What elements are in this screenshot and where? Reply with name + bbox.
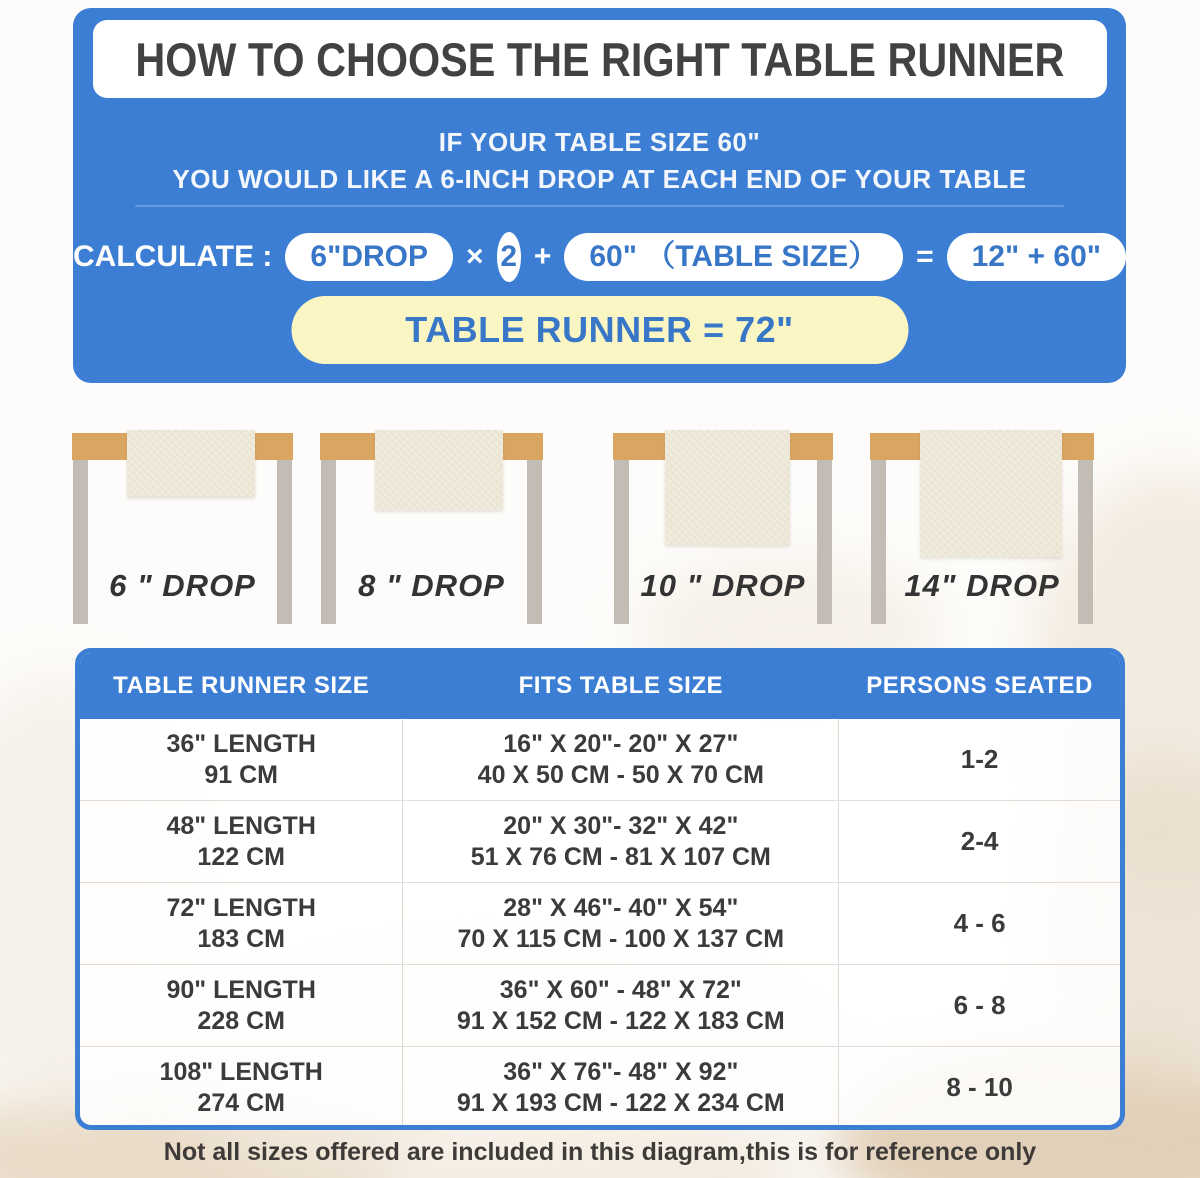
drop-figure-10 [613,420,833,645]
runner-size-cm: 274 CM [197,1088,285,1117]
runner-cloth [127,430,255,497]
subtitle-line1: IF YOUR TABLE SIZE 60" [438,127,761,157]
equals-sign: = [916,240,934,273]
cell-runner-size [80,811,402,873]
runner-result-text: TABLE RUNNER = 72" [405,309,794,350]
runner-size-inches: 108" LENGTH [159,1057,323,1086]
cell-persons: 8 - 10 [946,1072,1013,1102]
cell-fits-size [402,1047,839,1128]
runner-size-cm: 228 CM [197,1006,285,1035]
table-row [80,1046,1120,1128]
hero-panel [73,8,1126,383]
hero-divider [135,205,1064,207]
drop-figure-6 [72,420,293,645]
table-row [80,882,1120,964]
fits-size-cm: 91 X 152 CM - 122 X 183 CM [456,1006,785,1035]
fits-size-cm: 51 X 76 CM - 81 X 107 CM [470,842,771,871]
cell-persons: 2-4 [960,826,999,856]
subtitle-line2: YOU WOULD LIKE A 6-INCH DROP AT EACH END OF YOUR TABLE [172,164,1027,194]
cell-runner-size [80,1057,402,1119]
table-row [80,719,1120,800]
runner-result-pill [291,296,908,364]
fits-size-inches: 28" X 46"- 40" X 54" [503,893,739,922]
page-title: HOW TO CHOOSE THE RIGHT TABLE RUNNER [135,32,1065,86]
size-table-body [80,719,1120,1128]
times-sign: × [466,240,484,273]
cell-fits-size [402,965,839,1046]
cell-runner-size [80,729,402,791]
fits-size-inches: 20" X 30"- 32" X 42" [503,811,739,840]
cell-persons: 1-2 [960,744,999,774]
header-cell-persons: PERSONS SEATED [866,672,1093,699]
calculate-row [73,228,1126,286]
calculate-label: CALCULATE : [73,240,273,273]
fits-size-cm: 40 X 50 CM - 50 X 70 CM [477,760,764,789]
cell-fits-size [402,801,839,882]
fits-size-inches: 16" X 20"- 20" X 27" [503,729,739,758]
runner-cloth [665,430,790,545]
footer-note: Not all sizes offered are included in this diagram,this is for reference only [163,1138,1037,1166]
drop-figure-8 [320,420,543,645]
plus-sign: + [533,240,552,273]
cell-persons: 4 - 6 [953,908,1006,938]
runner-cloth [375,430,503,510]
runner-size-inches: 72" LENGTH [166,893,316,922]
header-cell-fits-size: FITS TABLE SIZE [518,672,723,699]
cell-fits-size [402,883,839,964]
runner-size-cm: 91 CM [204,760,279,789]
table-size-pill: 60" （TABLE SIZE） [564,233,903,281]
size-table-header [80,653,1120,719]
cell-fits-size [402,719,839,800]
fits-size-cm: 70 X 115 CM - 100 X 137 CM [457,924,785,953]
drop-pill: 6"DROP [285,233,453,281]
drop-figures [0,420,1200,648]
fits-size-inches: 36" X 60" - 48" X 72" [499,975,742,1004]
drop-label: 8 " DROP [358,568,505,603]
fits-size-cm: 91 X 193 CM - 122 X 234 CM [456,1088,785,1117]
title-box [93,20,1107,98]
runner-size-inches: 90" LENGTH [166,975,316,1004]
runner-size-cm: 183 CM [197,924,285,953]
multiplier-badge: 2 [497,232,521,282]
drop-label: 10 " DROP [640,568,806,603]
fits-size-inches: 36" X 76"- 48" X 92" [503,1057,739,1086]
drop-figure-14 [870,420,1094,645]
runner-size-inches: 36" LENGTH [166,729,316,758]
runner-size-cm: 122 CM [197,842,285,871]
cell-runner-size [80,975,402,1037]
cell-runner-size [80,893,402,955]
header-cell-runner-size: TABLE RUNNER SIZE [113,672,370,699]
drop-label: 6 " DROP [109,568,256,603]
runner-size-inches: 48" LENGTH [166,811,316,840]
runner-cloth [920,430,1062,557]
sum-pill: 12" + 60" [947,233,1126,281]
cell-persons: 6 - 8 [953,990,1006,1020]
hero-subtitle [73,124,1126,198]
table-row [80,800,1120,882]
table-row [80,964,1120,1046]
size-table-panel [75,648,1125,1130]
drop-label: 14" DROP [904,568,1060,603]
